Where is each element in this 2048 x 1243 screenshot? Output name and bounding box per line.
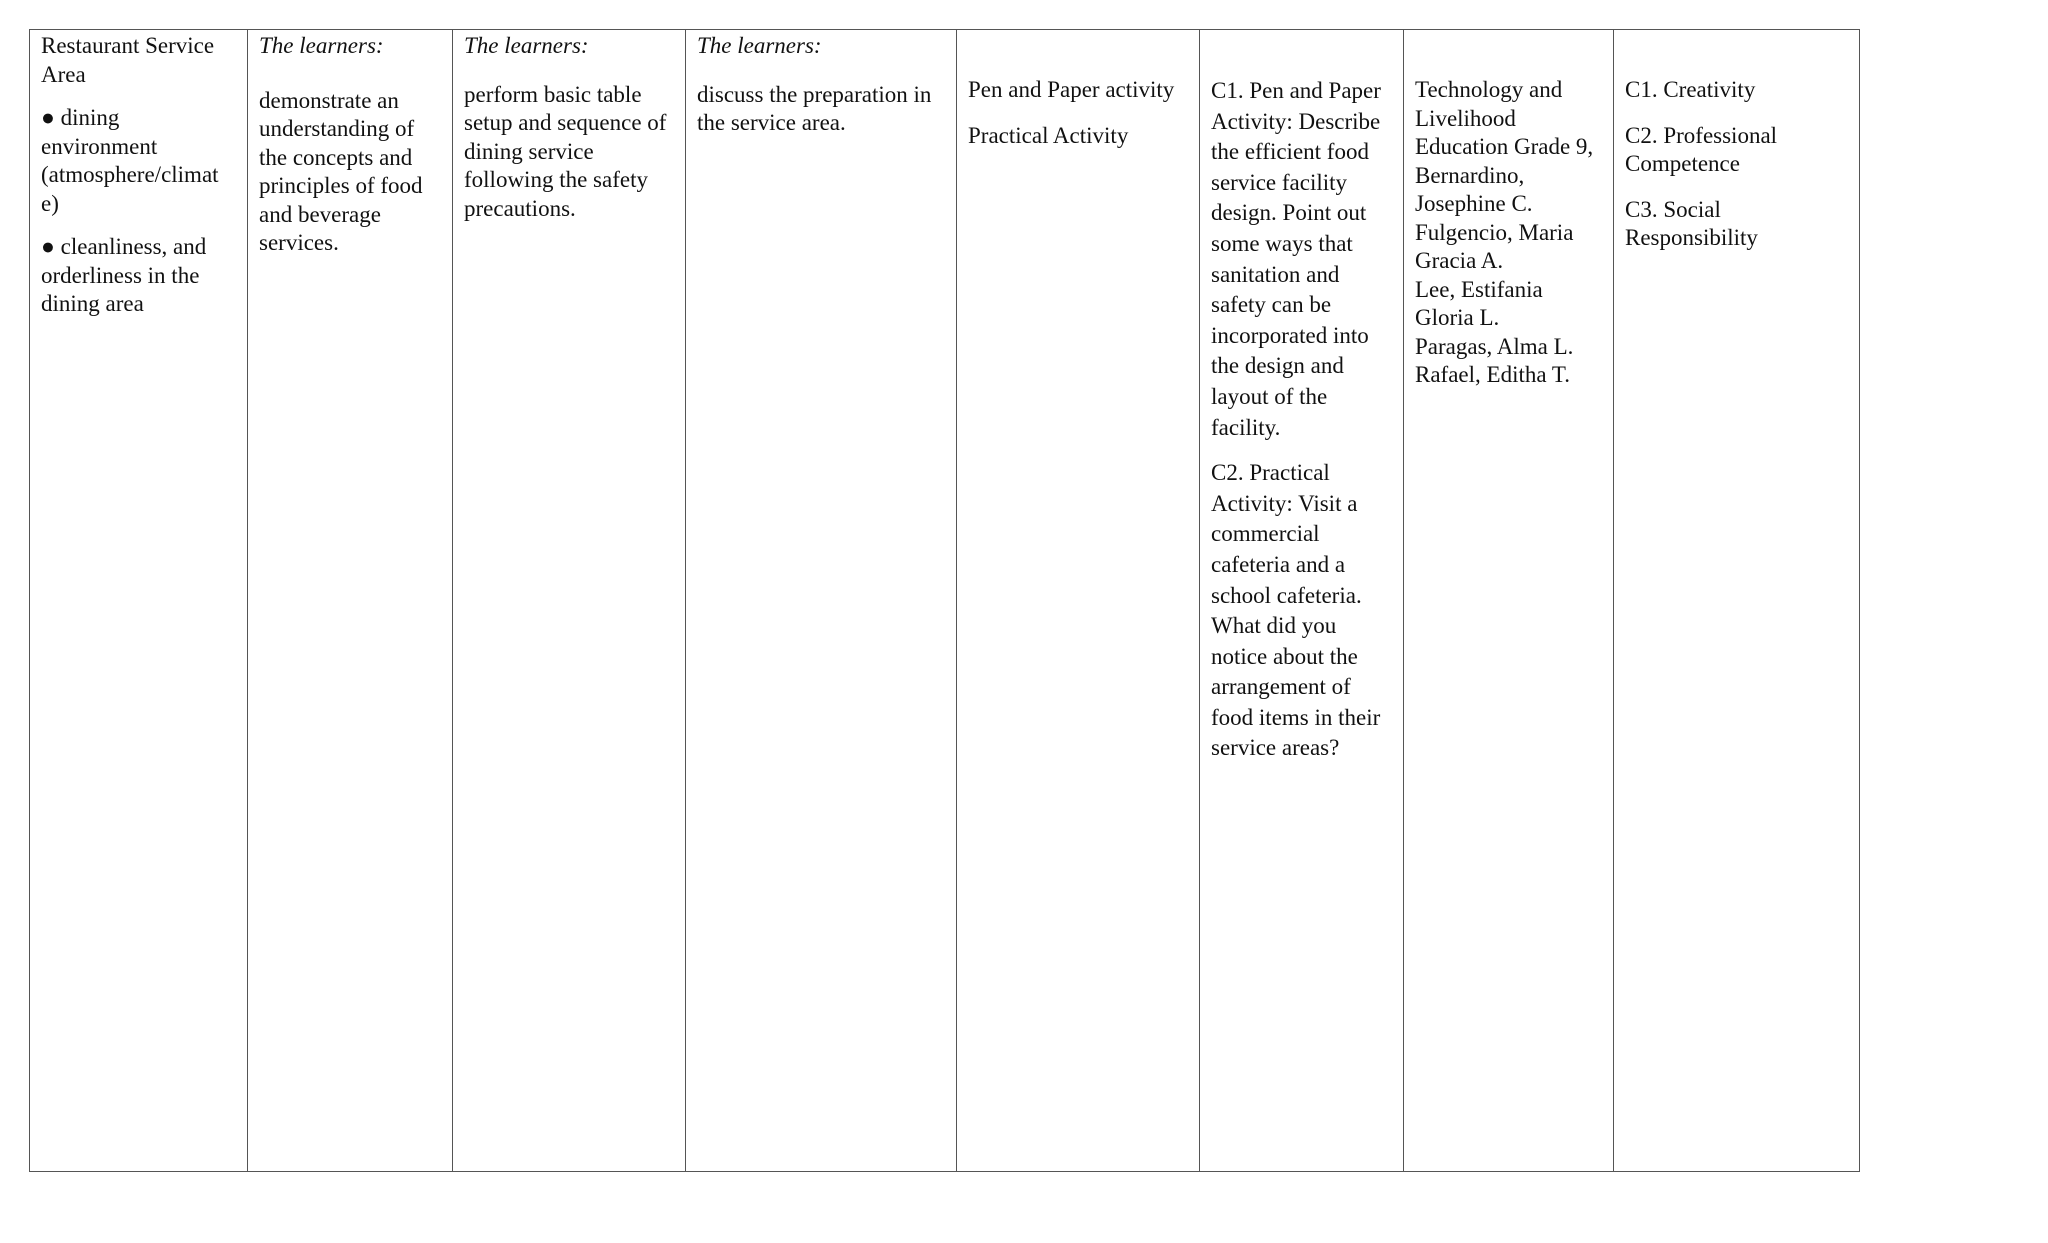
learners-heading: The learners: <box>259 33 384 58</box>
resources-text: Technology and Livelihood Education Grade 9, Bernardino, Josephine C. Fulgencio, Maria Gracia A. Lee, Estifania Gloria L. Paragas, Alma L. Rafael, Editha T. <box>1415 77 1594 387</box>
resources-cell <box>1404 30 1614 1172</box>
activities-cell <box>1200 30 1404 1172</box>
content-title: Restaurant Service Area <box>41 33 215 87</box>
content-bullet: ● cleanliness, and orderliness in the dining area <box>41 234 207 316</box>
assessment-item: Practical Activity <box>968 122 1129 148</box>
activity-item: C1. Pen and Paper Activity: Describe the efficient food service facility design. Point out some ways that sanitation and safety can be incorporated into the design and layout of the facility. <box>1211 78 1381 440</box>
learners-heading: The learners: <box>464 33 589 58</box>
value-item: C2. Professional Competence <box>1625 122 1778 176</box>
learning-competency-text: discuss the preparation in the service area. <box>697 81 932 135</box>
performance-standard-text: perform basic table setup and sequence of dining service following the safety precautions. <box>464 81 667 221</box>
content-cell <box>30 30 248 1172</box>
learning-competency-cell <box>686 30 957 1172</box>
content-bullet: ● dining environment (atmosphere/climat e) <box>41 105 219 216</box>
learners-heading: The learners: <box>697 33 822 58</box>
content-standard-text: demonstrate an understanding of the concepts and principles of food and beverage services. <box>259 87 423 255</box>
table-row <box>30 30 1860 1172</box>
assessment-item: Pen and Paper activity <box>968 77 1175 102</box>
curriculum-table <box>29 29 1860 1172</box>
values-cell <box>1614 30 1860 1172</box>
value-item: C1. Creativity <box>1625 77 1756 102</box>
assessment-cell <box>957 30 1200 1172</box>
content-standard-cell <box>248 30 453 1172</box>
activity-item: C2. Practical Activity: Visit a commercial cafeteria and a school cafeteria. What did you notice about the arrangement of food items in their service areas? <box>1211 460 1381 761</box>
value-item: C3. Social Responsibility <box>1625 196 1758 250</box>
performance-standard-cell <box>453 30 686 1172</box>
